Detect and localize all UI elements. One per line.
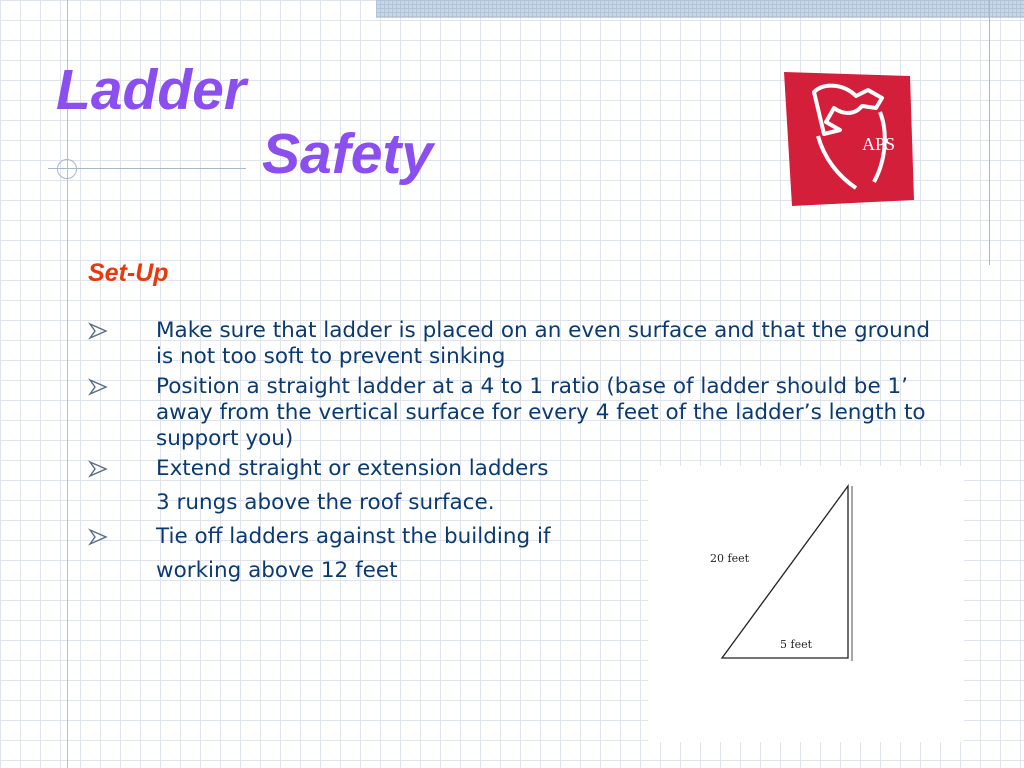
arrow-bullet-icon bbox=[88, 378, 110, 396]
bullet-text: Position a straight ladder at a 4 to 1 ratio (base of ladder should be 1’ away from the vertical surface for every 4 feet of the ladder’s length to support you) bbox=[156, 374, 926, 451]
arrow-bullet-icon bbox=[88, 322, 110, 340]
logo-text: APS bbox=[862, 134, 896, 154]
right-vertical-rule bbox=[989, 0, 990, 265]
bullet-item bbox=[88, 374, 948, 452]
aps-logo bbox=[784, 72, 914, 206]
bullet-item bbox=[88, 524, 626, 550]
bullet-text: Tie off ladders against the building if bbox=[156, 524, 551, 549]
ladder-triangle bbox=[722, 486, 848, 658]
arrow-bullet-icon bbox=[88, 460, 110, 478]
top-pattern-band bbox=[376, 0, 1024, 18]
arrow-bullet-icon bbox=[88, 528, 110, 546]
bullet-item bbox=[88, 318, 948, 370]
slide-title-line-1: Ladder bbox=[56, 58, 247, 122]
ladder-ratio-diagram bbox=[648, 466, 964, 742]
hypotenuse-label: 20 feet bbox=[710, 552, 750, 565]
bullet-item bbox=[88, 456, 626, 482]
base-label: 5 feet bbox=[780, 638, 813, 651]
slide-title-line-2: Safety bbox=[262, 122, 434, 186]
triangle-diagram-svg bbox=[648, 466, 964, 742]
crosshair-ornament bbox=[57, 159, 77, 179]
section-heading: Set-Up bbox=[88, 259, 169, 287]
bullet-text: Make sure that ladder is placed on an even surface and that the ground is not too soft to prevent sinking bbox=[156, 318, 931, 369]
bullet-continuation: working above 12 feet bbox=[156, 558, 398, 583]
bullet-continuation: 3 rungs above the roof surface. bbox=[156, 490, 495, 515]
bullet-text: Extend straight or extension ladders bbox=[156, 456, 549, 481]
title-underline-rule bbox=[48, 168, 246, 169]
